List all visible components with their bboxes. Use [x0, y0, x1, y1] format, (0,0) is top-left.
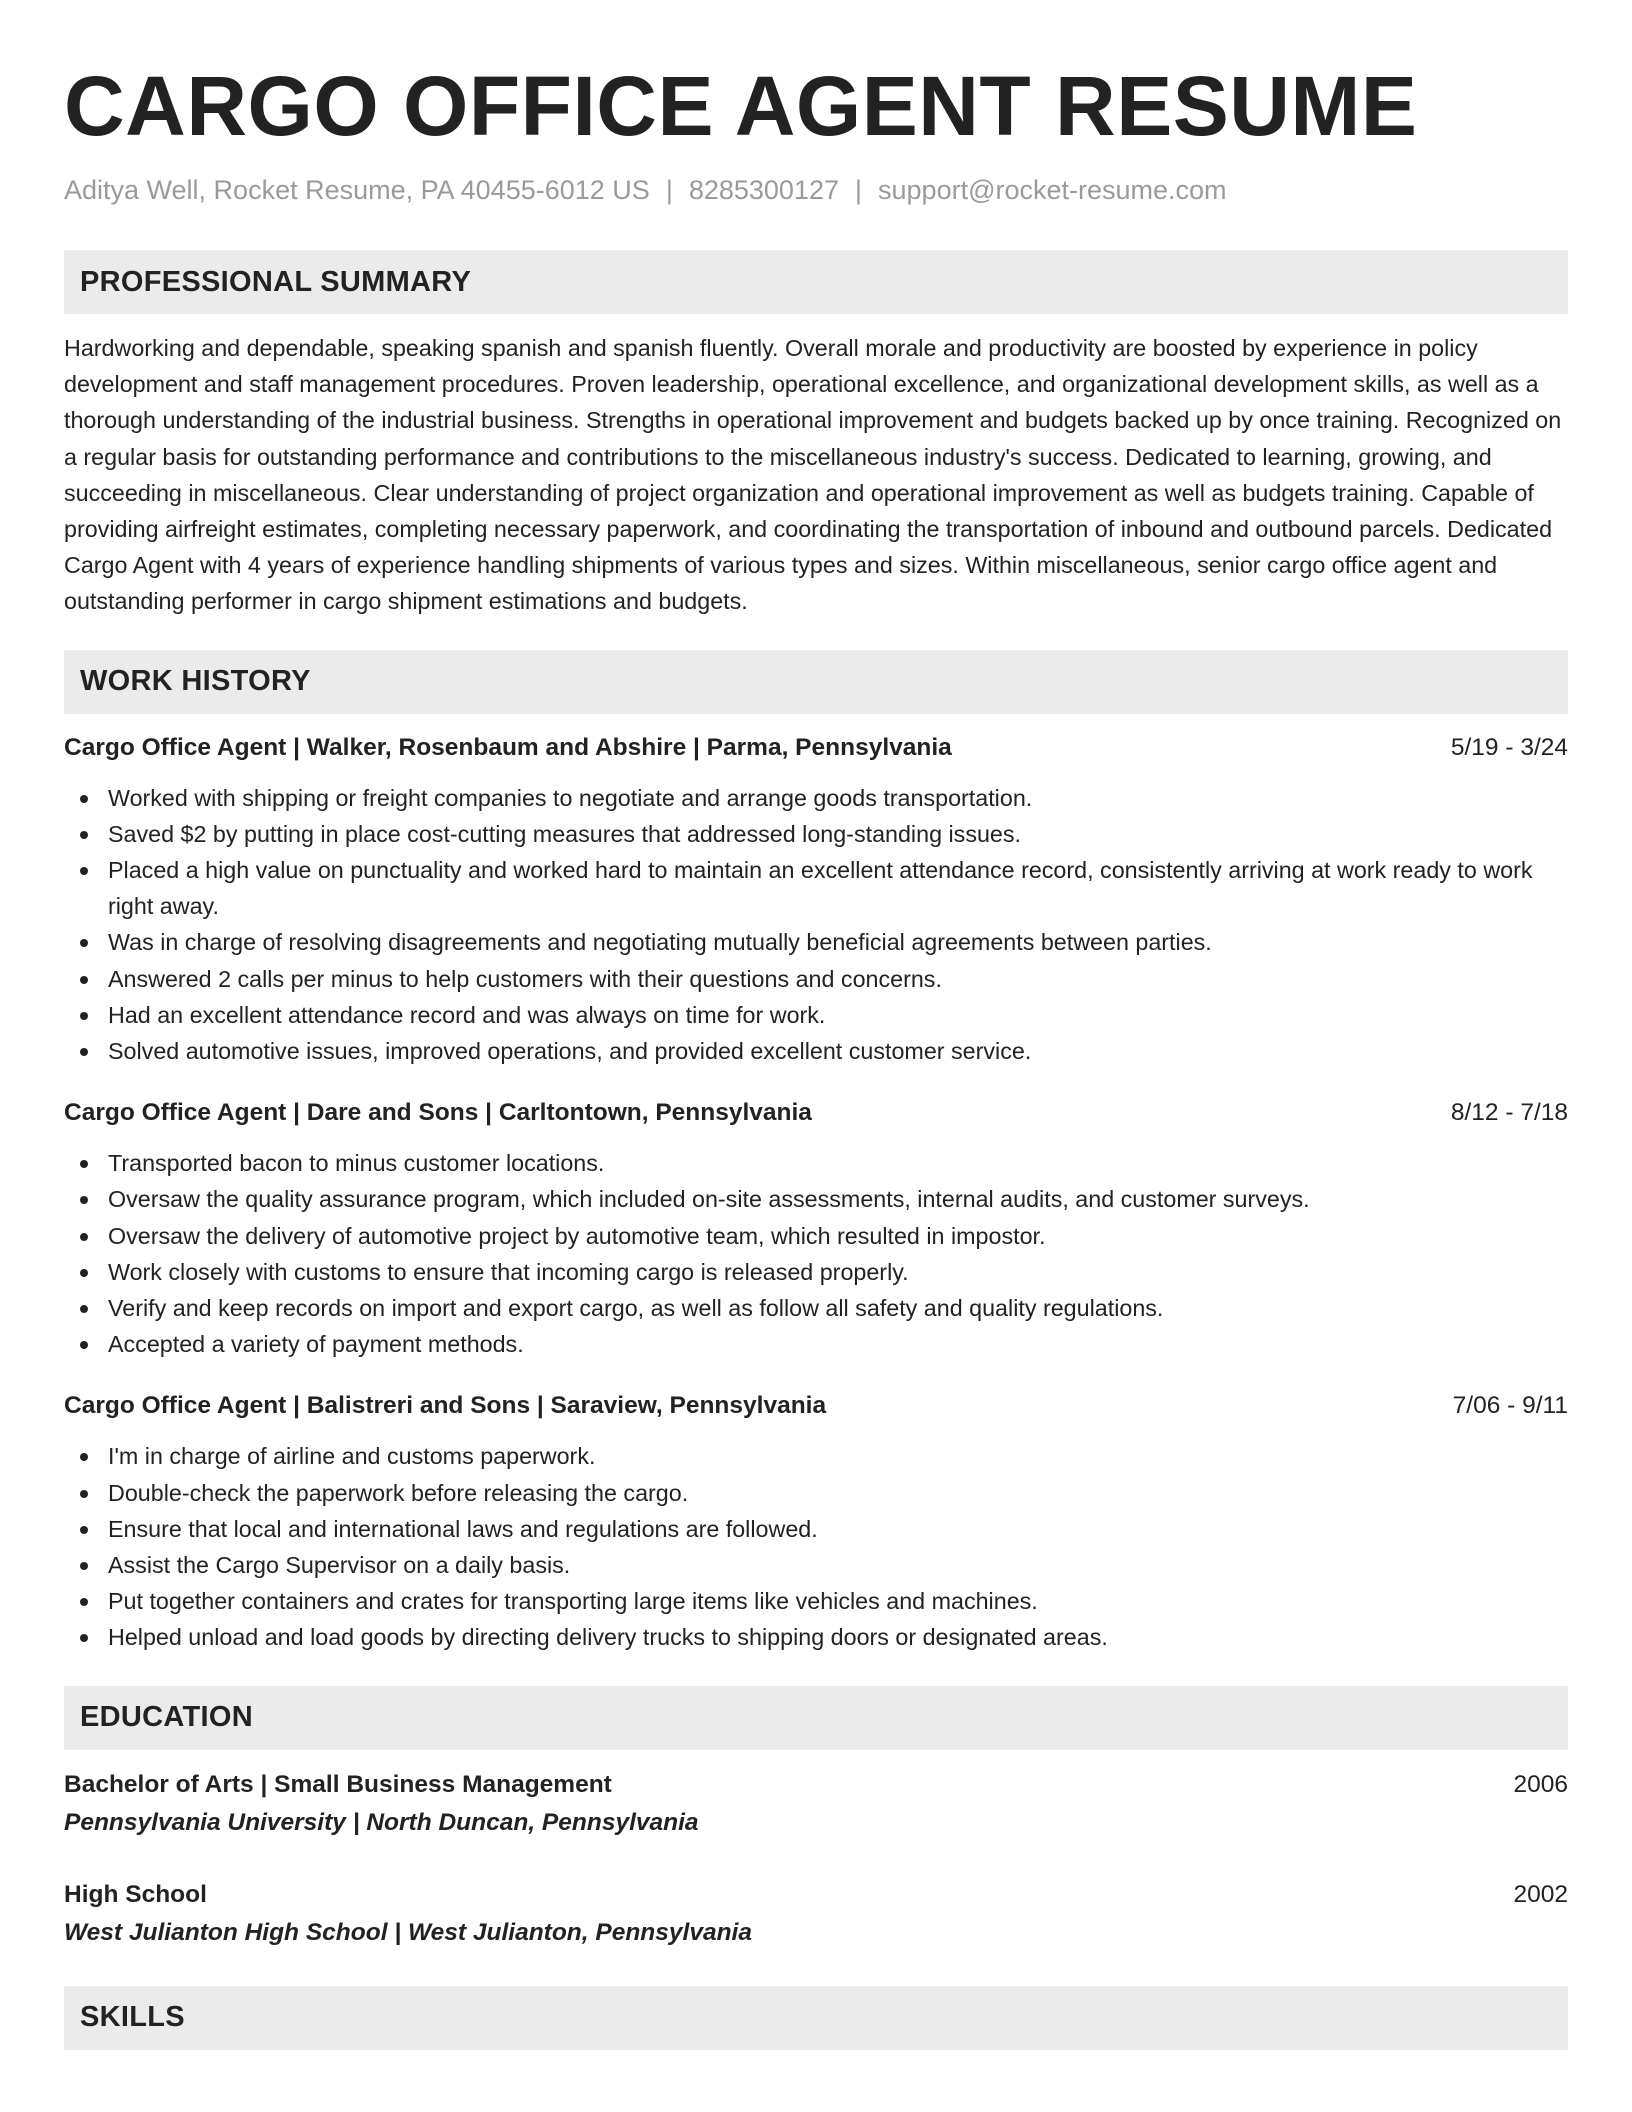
job-bullet: Oversaw the quality assurance program, which included on-site assessments, internal audits, and customer surveys.	[64, 1181, 1568, 1217]
contact-address: Aditya Well, Rocket Resume, PA 40455-6012 US	[64, 175, 650, 205]
job-bullet: Placed a high value on punctuality and worked hard to maintain an excellent attendance record, consistently arriving at work ready to work right away.	[64, 852, 1568, 924]
skills-heading: SKILLS	[80, 2001, 185, 2034]
education-header	[64, 1876, 1568, 1914]
job-bullet: Had an excellent attendance record and was always on time for work.	[64, 997, 1568, 1033]
job-header	[64, 1095, 1568, 1131]
job-title: Cargo Office Agent | Walker, Rosenbaum and Abshire | Parma, Pennsylvania	[64, 733, 952, 761]
education-school: Pennsylvania University | North Duncan, Pennsylvania	[64, 1808, 699, 1836]
job-bullet: Oversaw the delivery of automotive project by automotive team, which resulted in impostor.	[64, 1218, 1568, 1254]
skills-section-header	[64, 1986, 1568, 2050]
job-bullet: Solved automotive issues, improved operations, and provided excellent customer service.	[64, 1033, 1568, 1069]
resume-title: CARGO OFFICE AGENT RESUME	[64, 59, 1418, 153]
education-heading: EDUCATION	[80, 1701, 253, 1734]
job-entry	[64, 730, 1568, 1070]
job-bullet: Helped unload and load goods by directing delivery trucks to shipping doors or designated areas.	[64, 1619, 1568, 1655]
job-bullet: I'm in charge of airline and customs paperwork.	[64, 1438, 1568, 1474]
education-header	[64, 1766, 1568, 1804]
job-bullet: Transported bacon to minus customer locations.	[64, 1145, 1568, 1181]
contact-email: support@rocket-resume.com	[878, 175, 1227, 205]
job-dates: 7/06 - 9/11	[1452, 1392, 1568, 1420]
work-section-header	[64, 650, 1568, 714]
job-bullet: Accepted a variety of payment methods.	[64, 1326, 1568, 1362]
job-bullet: Verify and keep records on import and export cargo, as well as follow all safety and quality regulations.	[64, 1290, 1568, 1326]
work-heading: WORK HISTORY	[80, 665, 311, 698]
job-title: Cargo Office Agent | Dare and Sons | Carltontown, Pennsylvania	[64, 1099, 812, 1127]
job-bullet: Saved $2 by putting in place cost-cutting measures that addressed long-standing issues.	[64, 816, 1568, 852]
job-bullet: Double-check the paperwork before releasing the cargo.	[64, 1475, 1568, 1511]
job-bullet: Work closely with customs to ensure that incoming cargo is released properly.	[64, 1254, 1568, 1290]
education-school: West Julianton High School | West Julianton, Pennsylvania	[64, 1918, 752, 1946]
job-dates: 5/19 - 3/24	[1450, 733, 1568, 761]
education-entry	[64, 1876, 1568, 1952]
summary-text: Hardworking and dependable, speaking spanish and spanish fluently. Overall morale and productivity are boosted by experience in policy development and staff management procedures. Proven leadership, operational excellence, and organizational development skills, as well as a thorough understanding of the industrial business. Strengths in operational improvement and budgets backed up by once training. Recognized on a regular basis for outstanding performance and contributions to the miscellaneous industry's success. Dedicated to learning, growing, and succeeding in miscellaneous. Clear understanding of project organization and operational improvement as well as budgets training. Capable of providing airfreight estimates, completing necessary paperwork, and coordinating the transportation of inbound and outbound parcels. Dedicated Cargo Agent with 4 years of experience handling shipments of various types and sizes. Within miscellaneous, senior cargo office agent and outstanding performer in cargo shipment estimations and budgets.	[64, 335, 1562, 615]
job-bullet: Put together containers and crates for transporting large items like vehicles and machines.	[64, 1583, 1568, 1619]
job-title: Cargo Office Agent | Balistreri and Sons | Saraview, Pennsylvania	[64, 1392, 827, 1420]
contact-line	[64, 172, 1568, 208]
education-section-header	[64, 1686, 1568, 1750]
education-degree: Bachelor of Arts | Small Business Management	[64, 1770, 612, 1798]
job-header	[64, 1388, 1568, 1424]
job-entry	[64, 1388, 1568, 1655]
job-bullet: Worked with shipping or freight companies to negotiate and arrange goods transportation.	[64, 780, 1568, 816]
education-year: 2006	[1513, 1770, 1568, 1798]
summary-section-header	[64, 250, 1568, 314]
job-header	[64, 730, 1568, 766]
contact-phone: 8285300127	[688, 175, 839, 205]
job-bullets	[64, 1145, 1568, 1362]
job-bullet: Was in charge of resolving disagreements and negotiating mutually beneficial agreements between parties.	[64, 924, 1568, 960]
job-dates: 8/12 - 7/18	[1450, 1099, 1568, 1127]
education-degree: High School	[64, 1880, 207, 1908]
job-bullet: Answered 2 calls per minus to help customers with their questions and concerns.	[64, 961, 1568, 997]
job-bullet: Ensure that local and international laws and regulations are followed.	[64, 1511, 1568, 1547]
job-bullets	[64, 1438, 1568, 1655]
job-bullet: Assist the Cargo Supervisor on a daily basis.	[64, 1547, 1568, 1583]
contact-separator: |	[665, 175, 673, 205]
resume-page	[64, 0, 1568, 2050]
job-bullets	[64, 780, 1568, 1070]
education-year: 2002	[1513, 1880, 1568, 1908]
education-entry	[64, 1766, 1568, 1842]
summary-heading: PROFESSIONAL SUMMARY	[80, 265, 472, 298]
job-entry	[64, 1095, 1568, 1362]
contact-separator: |	[855, 175, 863, 205]
